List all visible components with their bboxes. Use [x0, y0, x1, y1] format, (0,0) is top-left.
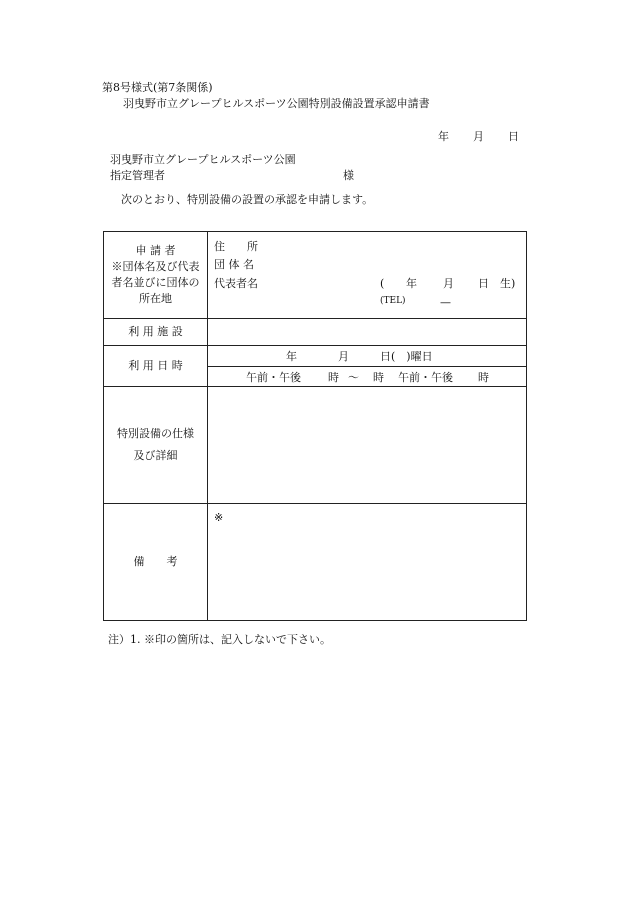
birth-open: (	[380, 277, 385, 290]
am-pm-end: 午前・午後	[398, 371, 453, 384]
facility-input[interactable]	[208, 319, 527, 346]
application-date	[438, 131, 519, 142]
remarks-input[interactable]	[208, 504, 527, 621]
datetime-row	[104, 346, 527, 367]
form-number: 第8号様式(第7条関係)	[102, 81, 213, 94]
start-hour: 時	[328, 371, 339, 384]
birth-month: 月	[443, 277, 454, 290]
tel-dash: —	[440, 296, 451, 309]
addressee-honorific: 様	[343, 169, 354, 182]
spec-row	[104, 387, 527, 504]
date-input[interactable]	[208, 346, 527, 367]
remarks-mark: ※	[214, 511, 224, 524]
date-day: 日	[508, 130, 519, 143]
facility-row	[104, 319, 527, 346]
date-month: 月	[473, 130, 484, 143]
facility-label: 利 用 施 設	[104, 319, 208, 346]
end-hour: 時	[478, 371, 489, 384]
footnote: 注）1. ※印の箇所は、記入しないで下さい。	[108, 633, 331, 646]
applicant-note-2: 者名並びに団体の	[111, 276, 200, 289]
birth-suffix: 生)	[500, 277, 516, 290]
applicant-note-1: ※団体名及び代表	[111, 260, 200, 273]
spec-label-2: 及び詳細	[133, 449, 178, 462]
spec-label-1: 特別設備の仕様	[117, 427, 194, 440]
applicant-row	[104, 232, 527, 319]
use-day-weekday: 日( )曜日	[380, 350, 433, 363]
datetime-label: 利 用 日 時	[104, 346, 208, 387]
representative-label: 代表者名	[214, 277, 258, 290]
time-input[interactable]	[208, 367, 527, 387]
use-year: 年	[286, 350, 297, 363]
mid-hour: 時	[373, 371, 384, 384]
address-label: 住 所	[214, 240, 258, 253]
remarks-label: 備 考	[104, 504, 208, 621]
form-title: 羽曳野市立グレープヒルスポーツ公園特別設備設置承認申請書	[123, 97, 430, 110]
addressee-manager: 指定管理者	[110, 169, 165, 182]
application-table	[103, 231, 527, 621]
applicant-input-cell[interactable]	[208, 232, 527, 319]
birth-day: 日	[478, 277, 489, 290]
intro-text: 次のとおり、特別設備の設置の承認を申請します。	[121, 193, 374, 206]
use-month: 月	[338, 350, 349, 363]
tel-label: (TEL)	[380, 296, 406, 306]
range-tilde: ～	[348, 371, 359, 384]
applicant-label-cell	[104, 232, 208, 319]
date-year: 年	[438, 130, 449, 143]
spec-input[interactable]	[208, 387, 527, 504]
birth-year: 年	[406, 277, 417, 290]
am-pm-start: 午前・午後	[246, 371, 301, 384]
remarks-row	[104, 504, 527, 621]
applicant-note-3: 所在地	[139, 292, 172, 305]
addressee-park: 羽曳野市立グレープヒルスポーツ公園	[110, 153, 296, 166]
applicant-label: 申 請 者	[135, 244, 176, 257]
spec-label-cell	[104, 387, 208, 504]
group-name-label: 団 体 名	[214, 258, 254, 271]
